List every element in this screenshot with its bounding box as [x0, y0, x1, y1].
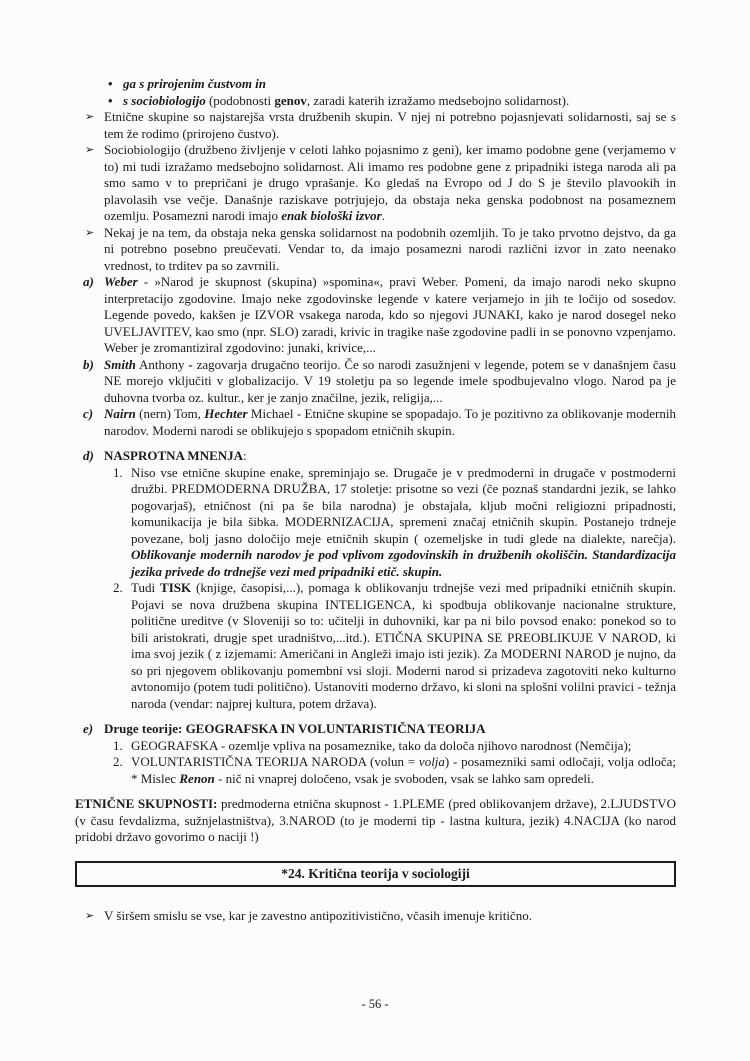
text-run: NASPROTNA MNENJA	[104, 448, 244, 463]
paragraph-text	[131, 738, 676, 755]
item-number-label: 1.	[113, 737, 123, 753]
lettered-item	[75, 721, 676, 738]
text-run: Druge teorije: GEOGRAFSKA IN VOLUNTARISTIČNA TEORIJA	[104, 721, 486, 736]
text-run: -	[188, 356, 193, 372]
paragraph-text	[123, 76, 676, 93]
text-run: (knjige, časopisi,...), pomaga k oblikovanju trdnejše vezi med pripadniki etničnih skupin. Pojavi se nova družbena skupina INTELIGENCA, ki spodbuja oblikovanje nacionalne strukture, politične ureditve (v Sloveniji so to: učitelji in duhovniki, kar pa ni bilo povsod enako: ponekod so to bili aristokrati, drugje spet uradništvo,...itd.). ETIČNA SKUPINA SE PREOBLIKUJE V NAROD, ki ima svoj jezik ( z izjemami: Američani in Angleži imajo isti jezik). Za MODERNI NAROD je nujno, da so pri njegovem oblikovanju pomembni vsi sloji. Moderni narod si prizadeva zagotoviti neko kulturno avtonomijo (potem tudi politično). Ustanoviti moderno državo, ki sloni na splošni volilni pravici - težnja naroda (vendar: najprej kultura, potem država).	[131, 580, 676, 711]
arrow-item	[75, 109, 676, 142]
item-number-label: 1.	[113, 464, 123, 480]
paragraph	[75, 796, 676, 846]
text-run: ETNIČNE SKUPNOSTI:	[75, 796, 218, 811]
arrow-item	[75, 142, 676, 225]
text-run: :	[243, 448, 247, 463]
paragraph-text	[104, 721, 676, 738]
text-run: - »Narod je skupnost (skupina) »spomina«, pravi Weber. Pomeni, da imajo narodi neko skupno interpretacijo zgodovine. Imajo neke zgodovinske legende v katere verjamejo in jih te ločijo od sosedov. Legende povedo, kakšen je IZVOR vsakega naroda, kdo so njegovi JUNAKI, kako je narod dosegel neko UVELJAVITEV, kao smo (npr. SLO) zaradi, krivic in tragike naše zgodovine padli in se ponovno vzpenjamo. Weber je zromantiziral zgodovino: junaki, krivice,...	[104, 274, 676, 355]
text-run: (podobnosti	[205, 92, 275, 108]
numbered-sub-item	[75, 580, 676, 712]
text-run: Niso vse etnične skupine enake, spreminjajo se. Drugače je v predmoderni in drugače v postmoderni družbi. PREDMODERNA DRUŽBA, 17 stoletje: prisotne so vezi (če poznaš standardni jezik, se lahko pogovarjaš), etničnost (ni pa še bila narodna) je obstajala, kljub močni religiozni pripadnosti, komunikacija je bila šibka. MODERNIZACIJA, spremeni značaj etničnih skupin. Postanejo trdneje povezane, bolj jasno določijo meje etničnih skupin ( ozemeljske in tudi glede na dialekte, narečja).	[131, 464, 676, 546]
text-run: s sociobiologijo	[123, 92, 206, 108]
text-run: Sociobiologijo (družbeno življenje v celoti lahko pojasnimo z geni), ker imamo podobne gene (verjamemo v to) mi tudi izražamo medsebojno solidarnost. Ali imamo res podobne gene z pripadniki istega naroda ali pa smo samo v to prepričani je drugo vprašanje. Ko gledaš na Evropo od J do S je število plavookih in plavolasih vse večje. Današnje raziskave potrjujejo, da obstaja neka genska podobnost na posameznem ozemlju. Posamezni narodi imajo	[104, 142, 676, 223]
item-letter-label: b)	[83, 356, 94, 372]
paragraph-text	[131, 580, 676, 712]
text-run: Renon	[179, 770, 215, 786]
text-run: predmoderna etnična skupnost - 1.PLEME (pred oblikovanjem države), 2.LJUDSTVO (v času fevdalizma, sužnjelastništva), 3.NAROD (to je moderni tip - lastna kultura, jezik) 4.NACIJA (ko narod pridobi državo govorimo o naciji !)	[75, 796, 676, 844]
text-run: , zaradi katerih izražamo medsebojno solidarnost).	[306, 92, 570, 108]
arrow-bullet-icon: ➢	[85, 910, 95, 922]
paragraph-text	[104, 908, 676, 925]
lettered-item	[75, 357, 676, 407]
text-run: ) - posamezniki sami odločaji, volja odloča; * Mislec	[131, 754, 676, 786]
lettered-item	[75, 274, 676, 357]
paragraph-text	[131, 465, 676, 581]
section-heading-box	[75, 861, 676, 888]
arrow-bullet-icon: ➢	[85, 226, 95, 239]
arrow-bullet-icon: ➢	[85, 144, 95, 156]
text-run: TISK	[160, 580, 192, 595]
text-run: Nekaj je na tem, da obstaja neka genska solidarnost na podobnih ozemljih. To je tako prvotno dejstvo, da ga ni potrebno posebno preučevati. Vendar to, da imajo posamezni narodi različni izvor in zato neenako vrednost, to trditev pa so zavrnili.	[104, 224, 676, 273]
text-run: Hechter	[204, 406, 248, 421]
text-run: Michael - Etnične skupine se spopadajo. To je pozitivno za oblikovanje modernih narodov. Moderni narodi se oblikujejo s spopadom etničnih skupin.	[104, 406, 676, 438]
document-body	[75, 76, 676, 925]
numbered-sub-item	[75, 738, 676, 755]
text-run: Anthony	[135, 356, 189, 372]
text-run: GEOGRAFSKA - ozemlje vpliva na posameznike, tako da določa njihovo narodnost (Nemčija);	[131, 737, 632, 753]
arrow-item	[75, 225, 676, 275]
numbered-sub-item	[75, 754, 676, 787]
numbered-sub-item	[75, 465, 676, 581]
paragraph-text	[104, 225, 676, 275]
bullet-item	[75, 93, 676, 110]
bullet-item	[75, 76, 676, 93]
text-run: - nič ni vnaprej določeno, vsak je svoboden, vsak se lahko sam opredeli.	[214, 770, 594, 786]
paragraph-text	[131, 754, 676, 787]
item-letter-label: d)	[83, 448, 94, 463]
paragraph-text	[75, 796, 676, 846]
bullet-icon: •	[108, 92, 113, 108]
lettered-item	[75, 406, 676, 439]
lettered-item	[75, 448, 676, 465]
arrow-item	[75, 908, 676, 925]
section-heading: *24. Kritična teorija v sociologiji	[281, 865, 470, 881]
text-run: V širšem smislu se vse, kar je zavestno antipozitivistično, včasih imenuje kritično.	[104, 908, 532, 923]
paragraph-text	[104, 406, 676, 439]
text-run: genov	[274, 92, 307, 108]
text-run: Weber	[104, 274, 138, 289]
paragraph-text	[104, 109, 676, 142]
item-number-label: 2.	[113, 580, 123, 595]
text-run: Etnične skupine so najstarejša vrsta družbenih skupin. V njej ni potrebno pojasnjevati solidarnosti, saj se s tem že rodimo (prirojeno čustvo).	[104, 109, 676, 141]
paragraph-text	[104, 142, 676, 225]
item-letter-label: e)	[83, 721, 94, 736]
text-run: .	[381, 208, 385, 223]
text-run: Tudi	[131, 580, 161, 595]
text-run: Nairn	[104, 406, 136, 421]
text-run: Smith	[104, 356, 136, 372]
paragraph-text	[123, 93, 676, 110]
paragraph-text	[104, 357, 676, 407]
text-run: ga s prirojenim čustvom in	[123, 76, 267, 91]
bullet-icon: •	[108, 76, 113, 91]
item-letter-label: c)	[83, 406, 94, 421]
item-number-label: 2.	[113, 754, 123, 769]
page-number: - 56 -	[361, 997, 389, 1011]
arrow-bullet-icon: ➢	[85, 111, 95, 123]
paragraph-text	[104, 274, 676, 357]
text-run: Oblikovanje modernih narodov je pod vplivom zgodovinskih in družbenih okoliščin. Standardizacija jezika privede do trdnejše vezi med pripadniki etič. skupin.	[131, 547, 676, 579]
text-run: zagovarja drugačno teorijo. Če so narodi zasužnjeni v legende, potem se v današnjem času NE morejo vključiti v globalizacijo. V 19 stoletju pa so legende imele spodbujevalno vlogo. Narod pa je duhovna tvorba oz. kultur., ker je zanjo značilne, jezik, religija,...	[104, 356, 676, 405]
text-run: (nern) Tom,	[135, 406, 205, 421]
item-letter-label: a)	[83, 274, 94, 289]
text-run: enak biološki izvor	[281, 208, 382, 223]
paragraph-text	[104, 448, 676, 465]
text-run: VOLUNTARISTIČNA TEORIJA NARODA (volun =	[131, 754, 419, 769]
text-run: volja	[418, 754, 445, 769]
